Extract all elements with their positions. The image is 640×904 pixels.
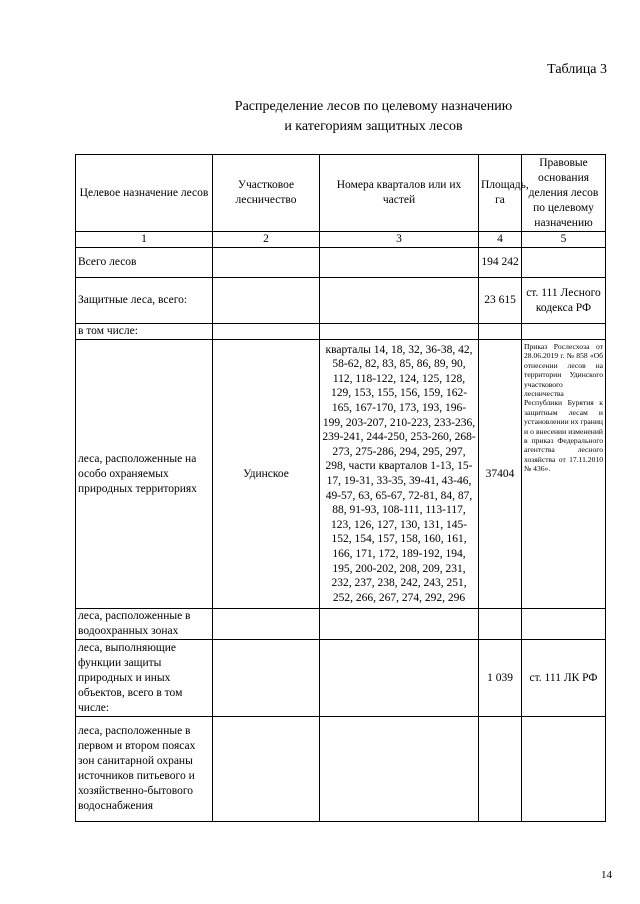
table-label: Таблица 3 — [547, 62, 607, 77]
header-purpose: Целевое назначение лесов — [76, 155, 213, 232]
cell-district — [213, 324, 320, 340]
page-number: 14 — [601, 869, 612, 881]
header-quarters: Номера кварталов или их частей — [320, 155, 479, 232]
cell-district: Удинское — [213, 340, 320, 609]
cell-purpose: в том числе: — [76, 324, 213, 340]
cell-quarters — [320, 609, 479, 640]
cell-purpose: леса, расположенные в первом и втором поясах зон санитарной охраны источников питьевого и хозяйственно-бытового водоснабжения — [76, 717, 213, 822]
cell-purpose: Всего лесов — [76, 248, 213, 278]
title-line-2: и категориям защитных лесов — [284, 119, 463, 134]
cell-district — [213, 278, 320, 324]
cell-purpose: леса, расположенные на особо охраняемых природных территориях — [76, 340, 213, 609]
column-number: 2 — [213, 232, 320, 248]
cell-legal — [522, 248, 606, 278]
column-number-row — [76, 232, 606, 248]
cell-quarters — [320, 278, 479, 324]
cell-area — [479, 324, 522, 340]
cell-area: 194 242 — [479, 248, 522, 278]
cell-area — [479, 609, 522, 640]
cell-quarters — [320, 640, 479, 717]
table-row — [76, 340, 606, 609]
cell-quarters: кварталы 14, 18, 32, 36-38, 42, 58-62, 82, 83, 85, 86, 89, 90, 112, 118-122, 124, 125, 128, 129, 153, 155, 156, 159, 162-165, 167-170, 173, 193, 196-199, 203-207, 210-223, 233-236, 239-241, 244-250, 253-260, 268-273, 275-286, 294, 295, 297, 298, части кварталов 1-13, 15-17, 19-31, 33-35, 39-41, 43-46, 49-57, 63, 65-67, 72-81, 84, 87, 88, 91-93, 108-111, 113-117, 123, 126, 127, 130, 131, 145-152, 154, 157, 158, 160, 161, 166, 171, 172, 189-192, 194, 195, 200-202, 208, 209, 231, 232, 237, 238, 242, 243, 251, 252, 266, 267, 274, 292, 296 — [320, 340, 479, 609]
cell-district — [213, 640, 320, 717]
column-number: 3 — [320, 232, 479, 248]
cell-district — [213, 609, 320, 640]
cell-legal — [522, 609, 606, 640]
cell-quarters — [320, 717, 479, 822]
header-district: Участковое лесничество — [213, 155, 320, 232]
cell-area: 37404 — [479, 340, 522, 609]
cell-legal — [522, 324, 606, 340]
header-area: Площадь, га — [479, 155, 522, 232]
column-number: 4 — [479, 232, 522, 248]
cell-district — [213, 248, 320, 278]
table-row — [76, 278, 606, 324]
column-number: 5 — [522, 232, 606, 248]
cell-legal — [522, 717, 606, 822]
cell-district — [213, 717, 320, 822]
cell-area: 23 615 — [479, 278, 522, 324]
forest-distribution-table — [75, 154, 606, 822]
cell-area: 1 039 — [479, 640, 522, 717]
cell-purpose: леса, расположенные в водоохранных зонах — [76, 609, 213, 640]
table-row — [76, 324, 606, 340]
cell-legal: Приказ Рослесхоза от 28.06.2019 г. № 858 «Об отнесении лесов на территории Удинского участкового лесничества Республики Бурятия к защитным лесам и установлении их границ и о внесении изменений в приказ Федерального агентства лесного хозяйства от 17.11.2010 № 436». — [522, 340, 606, 609]
table-row — [76, 248, 606, 278]
table-row — [76, 717, 606, 822]
header-legal: Правовые основания деления лесов по целевому назначению — [522, 155, 606, 232]
table-title — [0, 97, 640, 137]
cell-quarters — [320, 324, 479, 340]
title-line-1: Распределение лесов по целевому назначению — [234, 99, 513, 114]
cell-area — [479, 717, 522, 822]
header-row — [76, 155, 606, 232]
cell-purpose: леса, выполняющие функции защиты природных и иных объектов, всего в том числе: — [76, 640, 213, 717]
cell-legal: ст. 111 ЛК РФ — [522, 640, 606, 717]
cell-legal: ст. 111 Лесного кодекса РФ — [522, 278, 606, 324]
cell-purpose: Защитные леса, всего: — [76, 278, 213, 324]
table-row — [76, 640, 606, 717]
table-row — [76, 609, 606, 640]
column-number: 1 — [76, 232, 213, 248]
cell-quarters — [320, 248, 479, 278]
